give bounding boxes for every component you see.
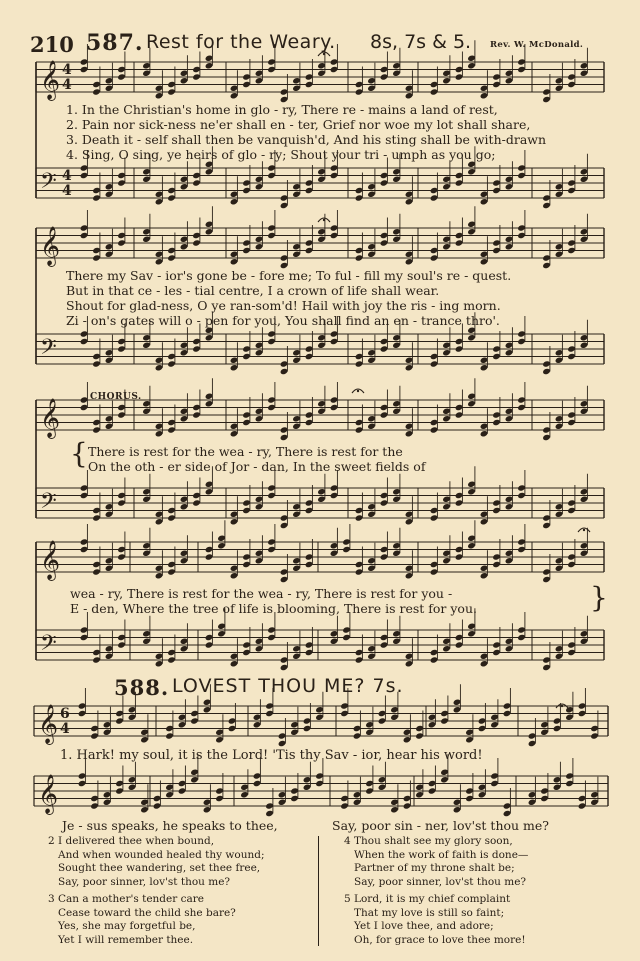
verse-5-line-1: 5 Lord, it is my chief complaint — [344, 893, 511, 905]
verse-3-line-3: Yes, she may forgetful be, — [58, 920, 196, 932]
treble-clef-icon: 𝄞 — [38, 704, 59, 744]
verse-3-line-b: Shout for glad-ness, O ye ran-som'd! Hail with joy the ris - ing morn. — [66, 298, 501, 313]
verse-column-divider — [318, 836, 319, 946]
fermata-dot — [357, 390, 359, 392]
hymn-588-number: 588. — [114, 675, 170, 700]
hymn-588-line-2b: Say, poor sin - ner, lov'st thou me? — [332, 818, 550, 833]
verse-4-line-b: Zi - on's gates will o - pen for you, You shall find an en - trance thro'. — [66, 313, 500, 328]
fermata-dot — [323, 53, 325, 55]
chorus-line-b-1: wea - ry, There is rest for the wea - ry, There is rest for you - — [70, 586, 453, 601]
verse-4-line-3: Partner of my throne shalt be; — [354, 862, 515, 874]
hymn-588-line-1: 1. Hark! my soul, it is the Lord! 'Tis thy Sav - ior, hear his word! — [60, 748, 483, 763]
verse-1-line-a: 1. In the Christian's home in glo - ry, There re - mains a land of rest, — [66, 102, 498, 117]
verse-2-line-4: Say, poor sinner, lov'st thou me? — [58, 875, 231, 888]
bass-clef-icon: 𝄢 — [40, 631, 57, 661]
time-signature-digit: 4 — [62, 183, 72, 199]
bass-clef-icon: 𝄢 — [40, 489, 57, 519]
time-signature-digit: 4 — [62, 77, 72, 93]
verse-3-line-2: Cease toward the child she bare? — [58, 906, 236, 919]
verse-5-line-4: Oh, for grace to love thee more! — [354, 933, 526, 946]
verse-2-line-2: And when wounded healed thy wound; — [58, 848, 265, 861]
hymn-588-header — [114, 675, 614, 701]
verse-2-line-a: 2. Pain nor sick-ness ne'er shall en - ter, Grief nor woe my lot shall share, — [66, 117, 531, 132]
hymn-587-meter: 8s, 7s & 5. — [370, 31, 472, 53]
treble-clef-icon: 𝄞 — [38, 774, 59, 814]
verse-3-line-a: 3. Death it - self shall then be vanquish'd, And his sting shall be with-drawn — [66, 132, 547, 147]
hymn-587-title: Rest for the Weary. — [146, 31, 336, 53]
verse-5-line-3: Yet I love thee, and adore; — [354, 920, 494, 932]
verse-4-line-1: 4 Thou shalt see my glory soon, — [344, 835, 513, 847]
verse-4-line-4: Say, poor sinner, lov'st thou me? — [354, 875, 527, 888]
verse-block-4 — [344, 835, 528, 889]
time-signature-digit: 4 — [62, 168, 72, 184]
chorus-brace-left: { — [70, 437, 88, 470]
time-signature-digit: 4 — [62, 62, 72, 78]
verse-2-line-1: 2 I delivered thee when bound, — [48, 835, 215, 847]
verse-4-line-2: When the work of faith is done— — [354, 848, 529, 861]
fermata-dot — [583, 529, 585, 531]
verse-5-line-2: That my love is still so faint; — [354, 906, 505, 919]
verse-3-line-1: 3 Can a mother's tender care — [48, 893, 204, 905]
time-signature-digit: 6 — [60, 706, 70, 722]
time-signature-digit: 4 — [60, 721, 70, 737]
treble-clef-icon: 𝄞 — [40, 540, 61, 580]
bass-clef-icon: 𝄢 — [40, 169, 57, 199]
verse-3-line-4: Yet I will remember thee. — [58, 933, 194, 946]
verse-1-line-b: There my Sav - ior's gone be - fore me; To ful - fill my soul's re - quest. — [66, 268, 512, 283]
chorus-brace-right: } — [590, 581, 608, 614]
verse-4-line-a: 4. Sing, O sing, ye heirs of glo - ry; Shout your tri - umph as you go; — [66, 147, 496, 162]
chorus-line-a-2: On the oth - er side of Jor - dan, In the sweet fields of — [88, 459, 426, 474]
verse-2-line-3: Sought thee wandering, set thee free, — [58, 862, 261, 874]
chorus-line-b-2: E - den, Where the tree of life is blooming, There is rest for you. — [70, 601, 477, 616]
fermata-dot — [323, 219, 325, 221]
page-number: 210 — [30, 32, 74, 57]
hymn-588-title: LOVEST THOU ME? 7s. — [172, 675, 404, 697]
fermata-dot — [561, 705, 563, 707]
verse-block-5 — [344, 893, 526, 947]
treble-clef-icon: 𝄞 — [40, 226, 61, 266]
hymn-588-line-2a: Je - sus speaks, he speaks to thee, — [62, 818, 278, 833]
hymn-587-author: Rev. W. McDonald. — [490, 40, 584, 50]
hymn-587-number: 587. — [86, 30, 144, 56]
bass-clef-icon: 𝄢 — [40, 335, 57, 365]
chorus-line-a-1: There is rest for the wea - ry, There is rest for the — [88, 444, 403, 459]
chorus-label: CHORUS. — [90, 392, 142, 402]
verse-2-line-b: But in that ce - les - tial centre, I a crown of life shall wear. — [66, 283, 440, 298]
verse-block-2 — [48, 835, 265, 889]
treble-clef-icon: 𝄞 — [40, 398, 61, 438]
treble-clef-icon: 𝄞 — [40, 60, 61, 100]
verse-block-3 — [48, 893, 236, 947]
